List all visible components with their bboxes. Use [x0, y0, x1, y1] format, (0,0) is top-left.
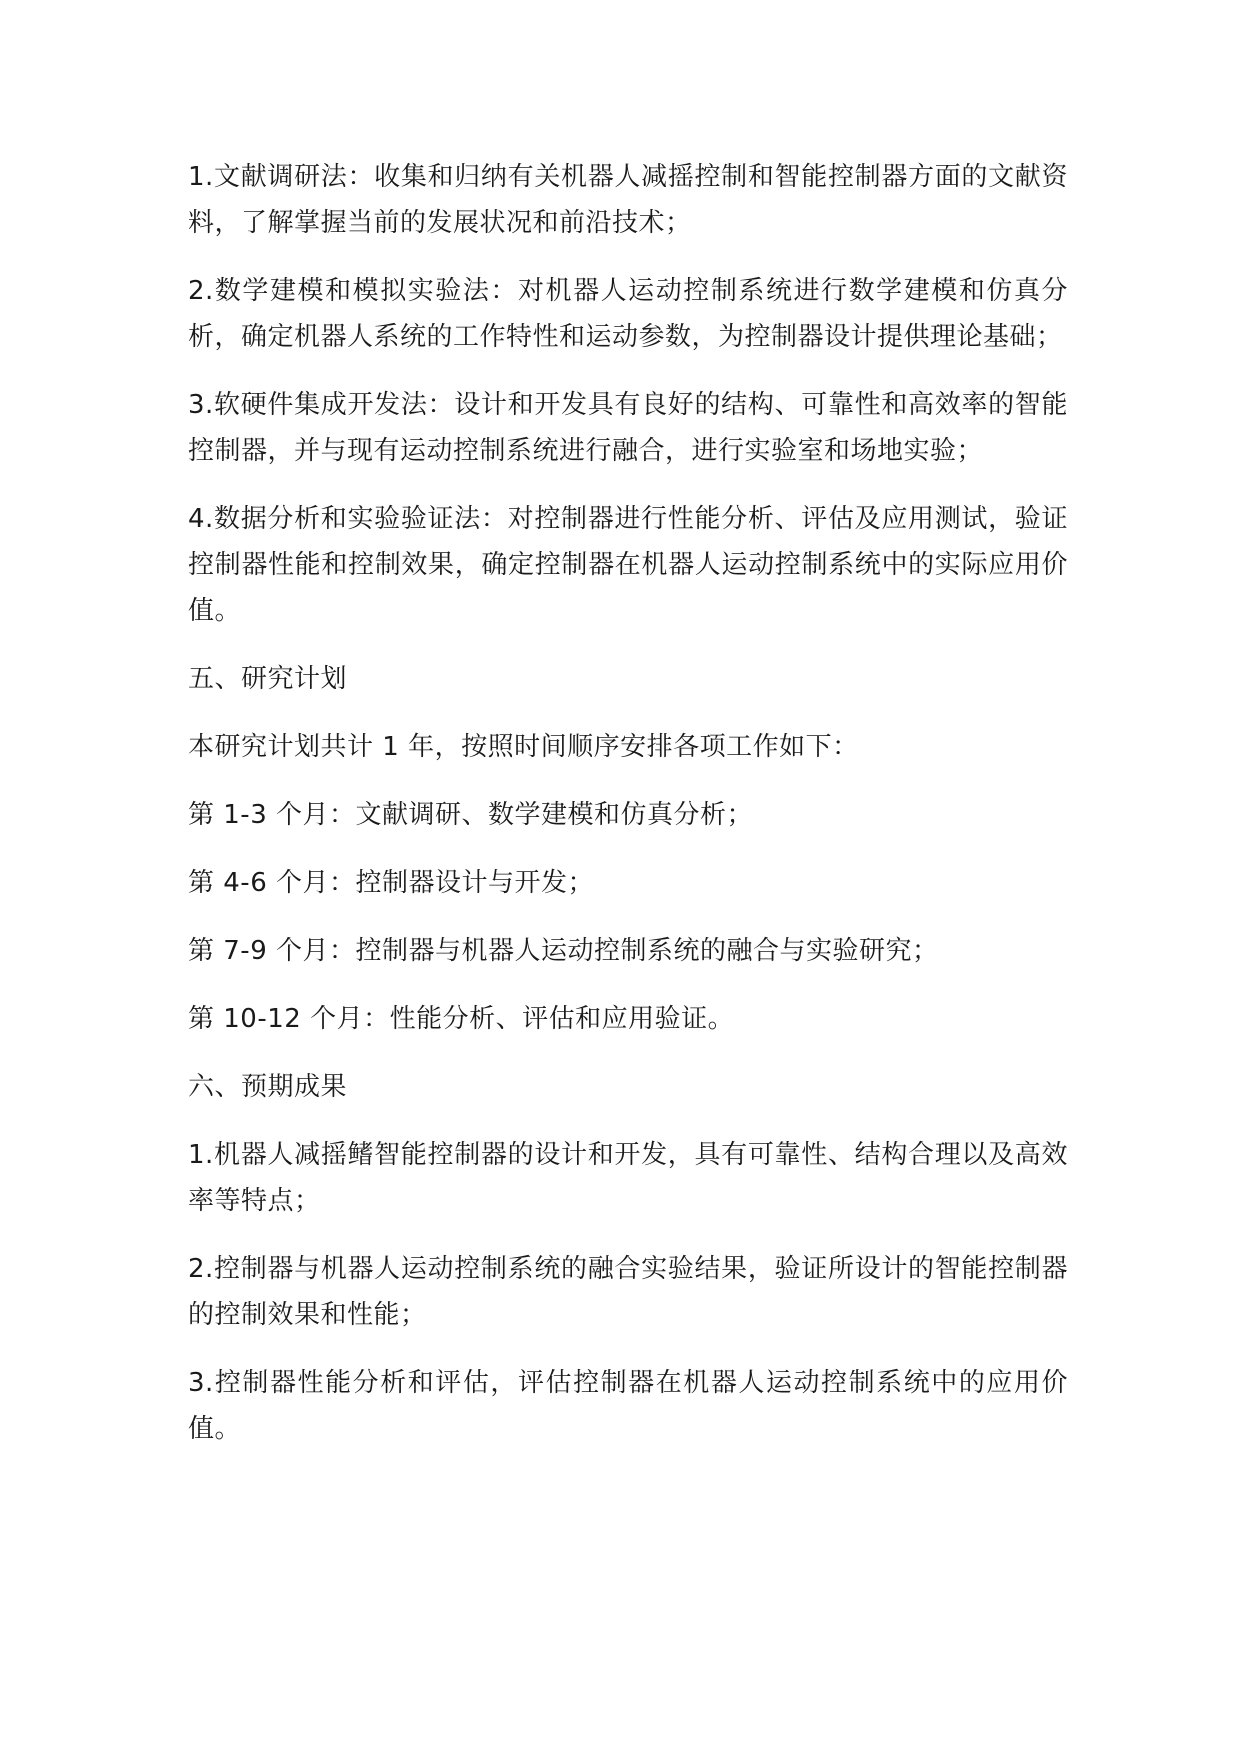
section-heading-expected-results: 六、预期成果 — [188, 1072, 348, 1102]
plan-item-2: 第 4-6 个月：控制器设计与开发； — [188, 868, 594, 898]
section-heading-research-plan: 五、研究计划 — [188, 664, 348, 694]
plan-item-1: 第 1-3 个月：文献调研、数学建模和仿真分析； — [188, 800, 753, 830]
method-paragraph-1: 1.文献调研法：收集和归纳有关机器人减摇控制和智能控制器方面的文献资料，了解掌握当前的发展状况和前沿技术； — [188, 162, 1068, 238]
result-item-3: 3.控制器性能分析和评估，评估控制器在机器人运动控制系统中的应用价值。 — [188, 1368, 1068, 1444]
plan-item-3: 第 7-9 个月：控制器与机器人运动控制系统的融合与实验研究； — [188, 936, 939, 966]
result-item-1: 1.机器人减摇鳍智能控制器的设计和开发，具有可靠性、结构合理以及高效率等特点； — [188, 1140, 1068, 1216]
document-page — [188, 154, 1068, 1474]
method-paragraph-4: 4.数据分析和实验验证法：对控制器进行性能分析、评估及应用测试，验证控制器性能和控制效果，确定控制器在机器人运动控制系统中的实际应用价值。 — [188, 504, 1068, 626]
method-paragraph-2: 2.数学建模和模拟实验法：对机器人运动控制系统进行数学建模和仿真分析，确定机器人系统的工作特性和运动参数，为控制器设计提供理论基础； — [188, 276, 1068, 352]
result-item-2: 2.控制器与机器人运动控制系统的融合实验结果，验证所设计的智能控制器的控制效果和性能； — [188, 1254, 1068, 1330]
method-paragraph-3: 3.软硬件集成开发法：设计和开发具有良好的结构、可靠性和高效率的智能控制器，并与现有运动控制系统进行融合，进行实验室和场地实验； — [188, 390, 1068, 466]
plan-item-4: 第 10-12 个月：性能分析、评估和应用验证。 — [188, 1004, 735, 1034]
plan-intro: 本研究计划共计 1 年，按照时间顺序安排各项工作如下： — [188, 732, 859, 762]
